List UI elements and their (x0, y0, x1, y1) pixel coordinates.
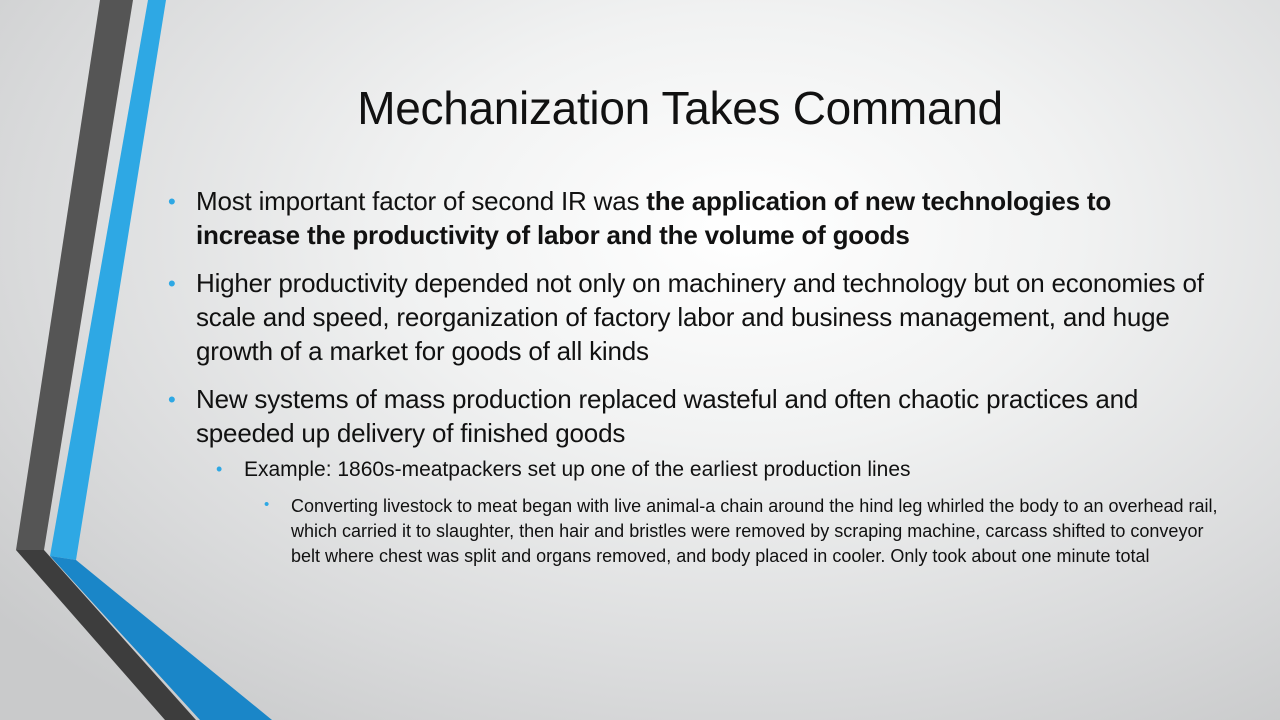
bullet-item (160, 266, 1220, 368)
bullet-text: Higher productivity depended not only on machinery and technology but on economies of scale and speed, reorganization of factory labor and business management, and huge growth of a market for goods of all kinds (196, 268, 1204, 366)
bullet-icon: • (168, 387, 176, 412)
bullet-icon: • (168, 271, 176, 296)
bullet-item (160, 184, 1220, 252)
bullet-item (160, 382, 1220, 450)
sub-bullet-item (160, 456, 1220, 484)
slide-title: Mechanization Takes Command (357, 82, 1003, 134)
bullet-icon: • (168, 189, 176, 214)
bullet-icon: • (216, 459, 223, 479)
bullet-icon: • (264, 496, 270, 513)
sub-sub-bullet-item (160, 494, 1220, 569)
bullet-list (160, 184, 1220, 569)
bullet-bold-text: the application of new technologies to increase the productivity of labor and the volume of goods (196, 186, 1112, 250)
sub-sub-bullet-text: Converting livestock to meat began with live animal-a chain around the hind leg whirled the body to an overhead rail, which carried it to slaughter, then hair and bristles were removed by scraping machine, carcass shifted to conveyor belt where chest was split and organs removed, and body placed in cooler. Only took about one minute total (291, 496, 1218, 566)
bullet-text: Most important factor of second IR was (196, 186, 647, 216)
sub-bullet-text: Example: 1860s-meatpackers set up one of the earliest production lines (244, 458, 911, 481)
bullet-text: New systems of mass production replaced wasteful and often chaotic practices and speeded up delivery of finished goods (196, 384, 1139, 448)
gray-stripe-lower (16, 550, 196, 720)
